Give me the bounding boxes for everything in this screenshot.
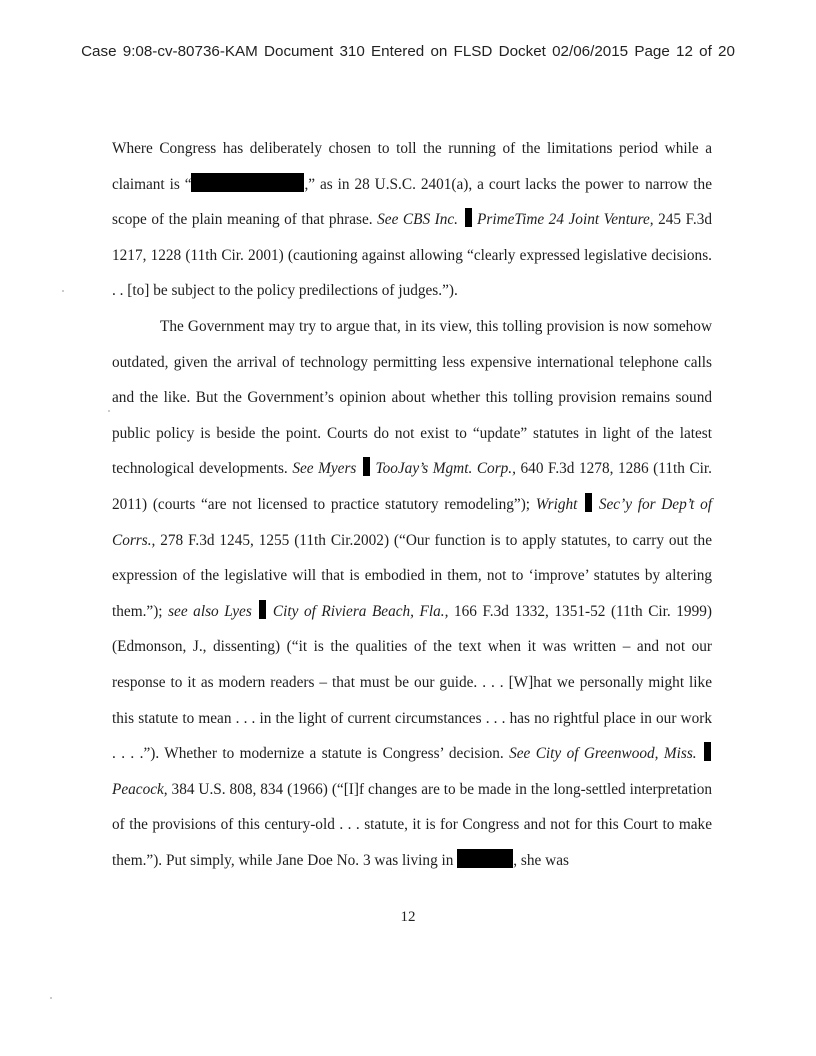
text-span: Where Congress has deliberately chosen to toll the running of the limitations period while a claimant is “ bbox=[112, 140, 712, 193]
redaction-box bbox=[465, 208, 472, 227]
text-span: 166 F.3d 1332, 1351-52 (11th Cir. 1999) (Edmonson, J., dissenting) (“it is the qualities of the text when it was written – and not our response to it as modern readers – that must be our guide. . . . [W]hat we personally might like this statute to mean . . . in the light of current circumstances . . . has no rightful place in our work . . . .”). Whether to modernize a statute is Congress’ decision. bbox=[112, 602, 712, 763]
text-span: 384 U.S. 808, 834 (1966) (“[I]f changes are to be made in the long-settled interpretation of the provisions of this century-old . . . statute, it is for Congress and not for this Court to make them.”). Put simply, while Jane Doe No. 3 was living in bbox=[112, 780, 712, 869]
redaction-box bbox=[457, 849, 513, 868]
page-number: 12 bbox=[400, 909, 416, 925]
redaction-box bbox=[363, 457, 370, 476]
text-span: ,” as in 28 U.S.C. 2401(a), a court lacks the power to narrow the scope of the plain meaning of that phrase. bbox=[112, 175, 712, 229]
case-citation: See Myers TooJay’s Mgmt. Corp., bbox=[292, 460, 516, 477]
docket-header: Case 9:08-cv-80736-KAM Document 310 Entered on FLSD Docket 02/06/2015 Page 12 of 20 bbox=[81, 43, 735, 60]
redaction-box bbox=[585, 493, 592, 512]
case-citation: Wright Sec’y for Dep’t of Corrs., bbox=[112, 496, 712, 549]
scan-speck bbox=[50, 997, 52, 999]
text-span: 245 F.3d 1217, 1228 (11th Cir. 2001) (cautioning against allowing “clearly expressed legislative decisions. . . [to] be subject to the policy predilections of judges.”). bbox=[112, 211, 713, 300]
case-citation: see also Lyes City of Riviera Beach, Fla., bbox=[168, 603, 448, 620]
redaction-box bbox=[704, 742, 711, 761]
text-span: , she was bbox=[513, 851, 569, 869]
case-citation: See City of Greenwood, Miss. Peacock, bbox=[112, 745, 712, 798]
document-body bbox=[112, 131, 712, 878]
redaction-box bbox=[191, 173, 304, 192]
scan-speck bbox=[108, 410, 110, 412]
scan-speck bbox=[62, 290, 64, 292]
redaction-box bbox=[259, 600, 266, 619]
case-citation: See CBS Inc. PrimeTime 24 Joint Venture, bbox=[377, 211, 653, 228]
text-span: The Government may try to argue that, in its view, this tolling provision is now somehow outdated, given the arrival of technology permitting less expensive international telephone calls and the like. But the Government’s opinion about whether this tolling provision remains sound public policy is beside the point. Courts do not exist to “update” statutes in light of the latest technological developments. bbox=[112, 317, 712, 478]
paragraph-1 bbox=[112, 131, 712, 309]
text-span: 640 F.3d 1278, 1286 (11th Cir. 2011) (courts “are not licensed to practice statutory remodeling”); bbox=[112, 460, 712, 513]
text-span: 278 F.3d 1245, 1255 (11th Cir.2002) (“Our function is to apply statutes, to carry out the expression of the legislative will that is embodied in them, not to ‘improve’ statutes by altering them.”); bbox=[112, 531, 712, 620]
paragraph-2 bbox=[112, 309, 712, 879]
